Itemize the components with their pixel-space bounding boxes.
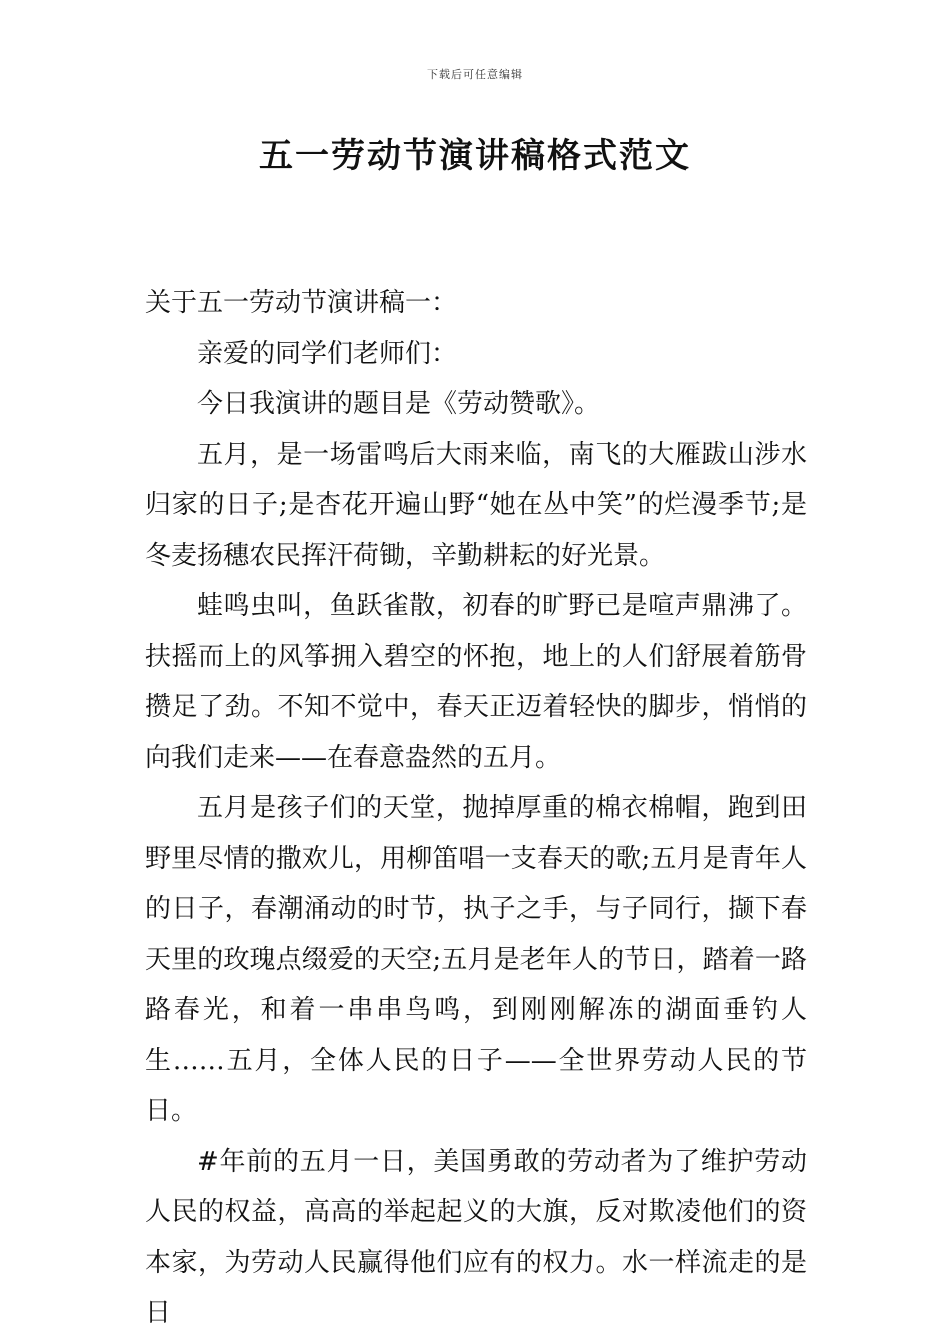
header-note: 下载后可任意编辑 [427,68,523,81]
document-title: 五一劳动节演讲稿格式范文 [259,136,691,176]
paragraph: 五月，是一场雷鸣后大雨来临，南飞的大雁跋山涉水归家的日子;是杏花开遍山野“她在丛中笑”的烂漫季节;是冬麦扬穗农民挥汗荷锄，辛勤耕耘的好光景。 [145,439,807,571]
paragraph-topic: 今日我演讲的题目是《劳动赞歌》。 [197,389,601,419]
paragraph: 蛙鸣虫叫，鱼跃雀散，初春的旷野已是喧声鼎沸了。扶摇而上的风筝拥入碧空的怀抱，地上的人们舒展着筋骨攒足了劲。不知不觉中，春天正迈着轻快的脚步，悄悄的向我们走来——在春意盎然的五月。 [145,591,807,773]
document-body [145,278,807,1339]
paragraph: #年前的五月一日，美国勇敢的劳动者为了维护劳动人民的权益，高高的举起起义的大旗，反对欺凌他们的资本家，为劳动人民赢得他们应有的权力。水一样流走的是日 [145,1146,807,1328]
paragraph: 五月是孩子们的天堂，抛掉厚重的棉衣棉帽，跑到田野里尽情的撒欢儿，用柳笛唱一支春天的歌;五月是青年人的日子，春潮涌动的时节，执子之手，与子同行，撷下春天里的玫瑰点缀爱的天空;五月是老年人的节日，踏着一路路春光，和着一串串鸟鸣，到刚刚解冻的湖面垂钓人生……五月，全体人民的日子——全世界劳动人民的节日。 [145,793,807,1126]
paragraph-heading: 关于五一劳动节演讲稿一： [145,288,458,318]
paragraph-salutation: 亲爱的同学们老师们： [197,338,458,369]
